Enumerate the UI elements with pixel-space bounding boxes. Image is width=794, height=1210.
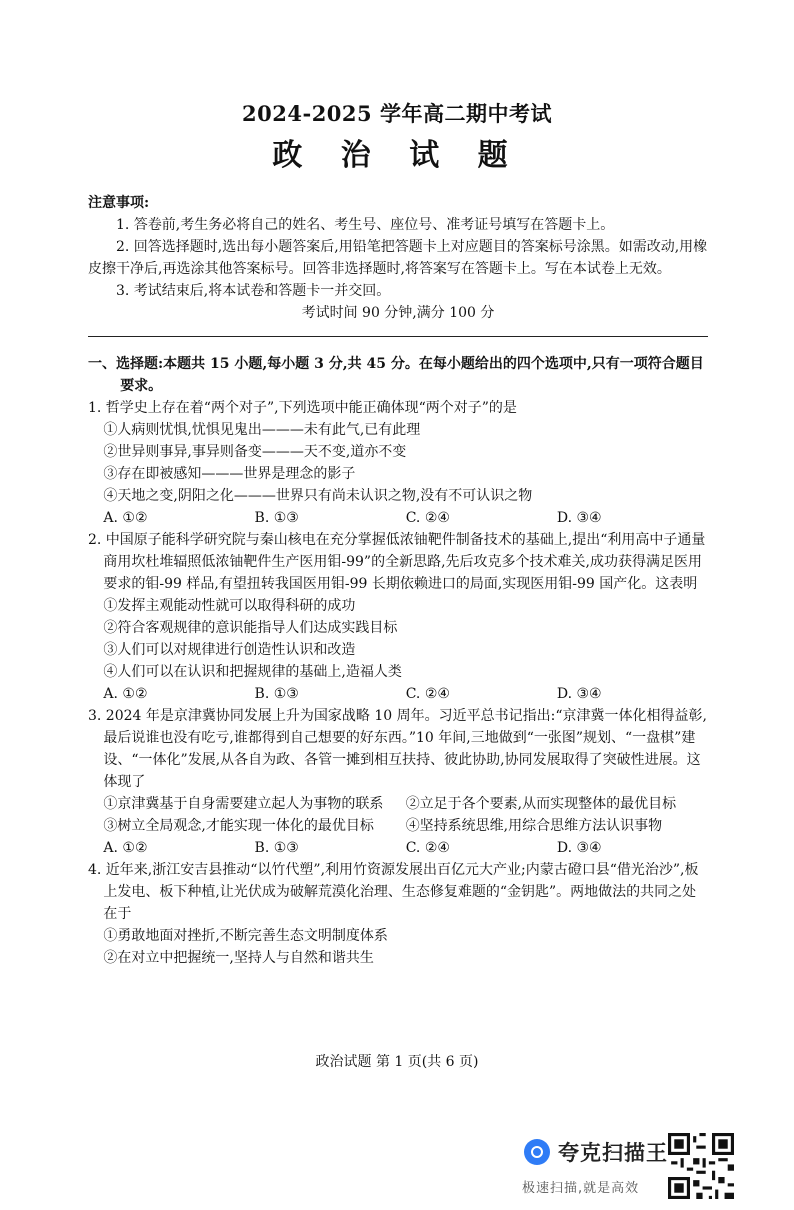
choice-c: C. ②④	[405, 840, 450, 856]
question-option: ③树立全局观念,才能实现一体化的最优目标	[103, 818, 374, 834]
scanner-watermark	[520, 1133, 750, 1203]
choice-b: B. ①③	[254, 840, 299, 856]
question-option: ③人们可以对规律进行创造性认识和改造	[103, 642, 356, 658]
exam-time: 考试时间 90 分钟,满分 100 分	[301, 305, 495, 321]
question-stem: 4. 近年来,浙江安吉县推动“以竹代塑”,利用竹资源发展出百亿元大产业;内蒙古磴口县“借光治沙”,板上发电、板下种植,让光伏成为破解荒漠化治理、生态修复难题的“金钥匙”。两地做法的共同之处在于	[88, 862, 699, 922]
question-option: ③存在即被感知———世界是理念的影子	[103, 466, 356, 482]
notice-item: 1. 答卷前,考生务必将自己的姓名、考生号、座位号、准考证号填写在答题卡上。	[116, 217, 615, 233]
answer-choices	[88, 507, 708, 529]
question-option: ①京津冀基于自身需要建立起人为事物的联系	[103, 796, 384, 812]
notice-item: 3. 考试结束后,将本试卷和答题卡一并交回。	[116, 283, 391, 299]
question-option: ②在对立中把握统一,坚持人与自然和谐共生	[103, 950, 374, 966]
divider	[88, 336, 708, 337]
choice-b: B. ①③	[254, 510, 299, 526]
section-heading: 一、选择题:本题共 15 小题,每小题 3 分,共 45 分。在每小题给出的四个选项中,只有一项符合题目要求。	[88, 356, 704, 394]
choice-d: D. ③④	[556, 840, 602, 856]
exam-body	[88, 192, 708, 969]
watermark-name: 夸克扫描王	[558, 1141, 668, 1165]
page-footer: 政治试题 第 1 页(共 6 页)	[315, 1054, 479, 1070]
choice-a: A. ①②	[103, 686, 148, 702]
notice-item: 2. 回答选择题时,选出每小题答案后,用铅笔把答题卡上对应题目的答案标号涂黑。如需改动,用橡皮擦干净后,再选涂其他答案标号。回答非选择题时,将答案写在答题卡上。写在本试卷上无效。	[88, 239, 708, 277]
question-option: ①人病则忧惧,忧惧见鬼出———未有此气,已有此理	[103, 422, 421, 438]
choice-a: A. ①②	[103, 510, 148, 526]
choice-c: C. ②④	[405, 686, 450, 702]
qr-code-icon	[668, 1133, 734, 1199]
question-option: ①发挥主观能动性就可以取得科研的成功	[103, 598, 356, 614]
question-option: ④天地之变,阴阳之化———世界只有尚未认识之物,没有不可认识之物	[103, 488, 533, 504]
question-option: ④坚持系统思维,用综合思维方法认识事物	[405, 818, 663, 834]
subject-title: 政 治 试 题	[272, 138, 522, 173]
question-option: ②立足于各个要素,从而实现整体的最优目标	[405, 796, 677, 812]
answer-choices	[88, 683, 708, 705]
answer-choices	[88, 837, 708, 859]
question-option: ②世异则事异,事异则备变———天不变,道亦不变	[103, 444, 407, 460]
notice-heading: 注意事项:	[88, 195, 150, 211]
question-stem: 1. 哲学史上存在着“两个对子”,下列选项中能正确体现“两个对子”的是	[88, 400, 517, 416]
choice-a: A. ①②	[103, 840, 148, 856]
choice-d: D. ③④	[556, 686, 602, 702]
question-option: ④人们可以在认识和把握规律的基础上,造福人类	[103, 664, 402, 680]
option-row	[88, 815, 708, 837]
watermark-slogan: 极速扫描,就是高效	[522, 1181, 640, 1196]
question-option: ①勇敢地面对挫折,不断完善生态文明制度体系	[103, 928, 388, 944]
question-option: ②符合客观规律的意识能指导人们达成实践目标	[103, 620, 398, 636]
choice-d: D. ③④	[556, 510, 602, 526]
choice-b: B. ①③	[254, 686, 299, 702]
question-stem: 2. 中国原子能科学研究院与秦山核电在充分掌握低浓铀靶件制备技术的基础上,提出“利用高中子通量商用坎杜堆辐照低浓铀靶件生产医用钼-99”的全新思路,先后攻克多个技术难关,成功获得满足医用要求的钼-99 样品,有望扭转我国医用钼-99 长期依赖进口的局面,实现医用钼-99 国产化。这表明	[88, 532, 706, 592]
question-stem: 3. 2024 年是京津冀协同发展上升为国家战略 10 周年。习近平总书记指出:“京津冀一体化相得益彰,最后说谁也没有吃亏,谁都得到自己想要的好东西。”10 年间,三地做到“一张图”规划、“一盘棋”建设、“一体化”发展,从各自为政、各管一摊到相互扶持、彼此协助,协同发展取得了突破性进展。这体现了	[88, 708, 707, 790]
choice-c: C. ②④	[405, 510, 450, 526]
exam-title: 2024-2025 学年高二期中考试	[242, 101, 552, 126]
option-row	[88, 793, 708, 815]
scanner-logo-icon	[524, 1139, 550, 1165]
